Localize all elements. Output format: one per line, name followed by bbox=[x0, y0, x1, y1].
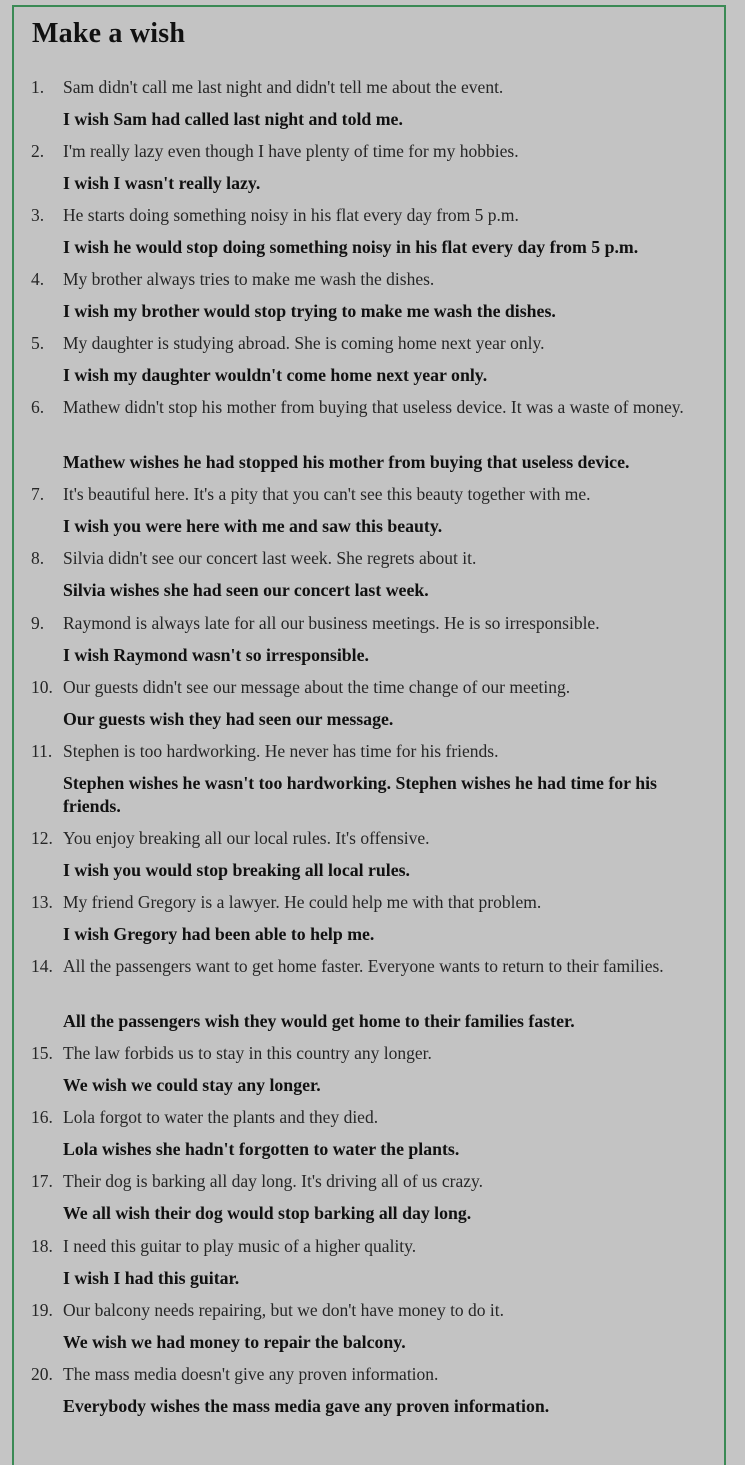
item-number: 18. bbox=[31, 1236, 53, 1256]
item-prompt: You enjoy breaking all our local rules. It's offensive. bbox=[63, 828, 430, 848]
item-number: 1. bbox=[31, 77, 45, 97]
item-answer: Our guests wish they had seen our message. bbox=[63, 709, 394, 729]
item-number: 5. bbox=[31, 333, 45, 353]
item-prompt: All the passengers want to get home faster. Everyone wants to return to their families. bbox=[63, 956, 664, 976]
item-number: 13. bbox=[31, 892, 53, 912]
item-number: 11. bbox=[31, 741, 53, 761]
item-number: 17. bbox=[31, 1171, 53, 1191]
item-number: 20. bbox=[31, 1364, 53, 1384]
item-prompt: My brother always tries to make me wash the dishes. bbox=[63, 269, 435, 289]
item-number: 16. bbox=[31, 1107, 53, 1127]
item-prompt: It's beautiful here. It's a pity that you can't see this beauty together with me. bbox=[63, 484, 591, 504]
item-answer: I wish I had this guitar. bbox=[63, 1268, 240, 1288]
item-prompt: I need this guitar to play music of a higher quality. bbox=[63, 1236, 417, 1256]
item-answer: I wish my brother would stop trying to make me wash the dishes. bbox=[63, 301, 556, 321]
item-number: 3. bbox=[31, 205, 45, 225]
item-answer: We all wish their dog would stop barking all day long. bbox=[63, 1203, 472, 1223]
item-prompt: My friend Gregory is a lawyer. He could help me with that problem. bbox=[63, 892, 542, 912]
item-prompt: Our balcony needs repairing, but we don't have money to do it. bbox=[63, 1300, 505, 1320]
item-prompt: I'm really lazy even though I have plenty of time for my hobbies. bbox=[63, 141, 519, 161]
item-number: 14. bbox=[31, 956, 53, 976]
item-number: 4. bbox=[31, 269, 45, 289]
item-prompt: The law forbids us to stay in this country any longer. bbox=[63, 1043, 432, 1063]
page-title: Make a wish bbox=[32, 18, 186, 49]
item-answer: Silvia wishes she had seen our concert last week. bbox=[63, 580, 429, 600]
item-answer: I wish you would stop breaking all local rules. bbox=[63, 860, 410, 880]
item-answer: I wish I wasn't really lazy. bbox=[63, 173, 261, 193]
item-prompt: Raymond is always late for all our business meetings. He is so irresponsible. bbox=[63, 613, 600, 633]
item-answer: I wish Sam had called last night and told me. bbox=[63, 109, 403, 129]
item-prompt: Their dog is barking all day long. It's driving all of us crazy. bbox=[63, 1171, 483, 1191]
exercise-card bbox=[12, 5, 726, 1465]
item-answer: I wish he would stop doing something noisy in his flat every day from 5 p.m. bbox=[63, 237, 639, 257]
item-answer: I wish my daughter wouldn't come home next year only. bbox=[63, 365, 488, 385]
item-prompt: Silvia didn't see our concert last week. She regrets about it. bbox=[63, 548, 477, 568]
item-answer: Mathew wishes he had stopped his mother from buying that useless device. bbox=[63, 452, 630, 472]
item-answer: We wish we had money to repair the balcony. bbox=[63, 1332, 406, 1352]
item-number: 7. bbox=[31, 484, 45, 504]
item-prompt: Stephen is too hardworking. He never has time for his friends. bbox=[63, 741, 499, 761]
item-answer: I wish you were here with me and saw this beauty. bbox=[63, 516, 443, 536]
item-prompt: Lola forgot to water the plants and they died. bbox=[63, 1107, 379, 1127]
item-answer: Lola wishes she hadn't forgotten to water the plants. bbox=[63, 1139, 460, 1159]
item-answer: I wish Gregory had been able to help me. bbox=[63, 924, 375, 944]
item-answer: We wish we could stay any longer. bbox=[63, 1075, 321, 1095]
item-prompt: Sam didn't call me last night and didn't tell me about the event. bbox=[63, 77, 504, 97]
item-number: 19. bbox=[31, 1300, 53, 1320]
item-number: 12. bbox=[31, 828, 53, 848]
item-prompt: The mass media doesn't give any proven information. bbox=[63, 1364, 439, 1384]
item-prompt: My daughter is studying abroad. She is coming home next year only. bbox=[63, 333, 545, 353]
item-number: 8. bbox=[31, 548, 45, 568]
item-number: 6. bbox=[31, 397, 45, 417]
item-number: 2. bbox=[31, 141, 45, 161]
item-prompt: He starts doing something noisy in his flat every day from 5 p.m. bbox=[63, 205, 519, 225]
item-prompt: Our guests didn't see our message about the time change of our meeting. bbox=[63, 677, 571, 697]
item-number: 15. bbox=[31, 1043, 53, 1063]
item-answer: I wish Raymond wasn't so irresponsible. bbox=[63, 645, 369, 665]
item-number: 9. bbox=[31, 613, 45, 633]
item-answer: Stephen wishes he wasn't too hardworking. Stephen wishes he had time for his friends. bbox=[63, 773, 657, 816]
item-prompt: Mathew didn't stop his mother from buying that useless device. It was a waste of money. bbox=[63, 397, 684, 417]
item-number: 10. bbox=[31, 677, 53, 697]
item-answer: All the passengers wish they would get home to their families faster. bbox=[63, 1011, 575, 1031]
item-answer: Everybody wishes the mass media gave any proven information. bbox=[63, 1396, 550, 1416]
